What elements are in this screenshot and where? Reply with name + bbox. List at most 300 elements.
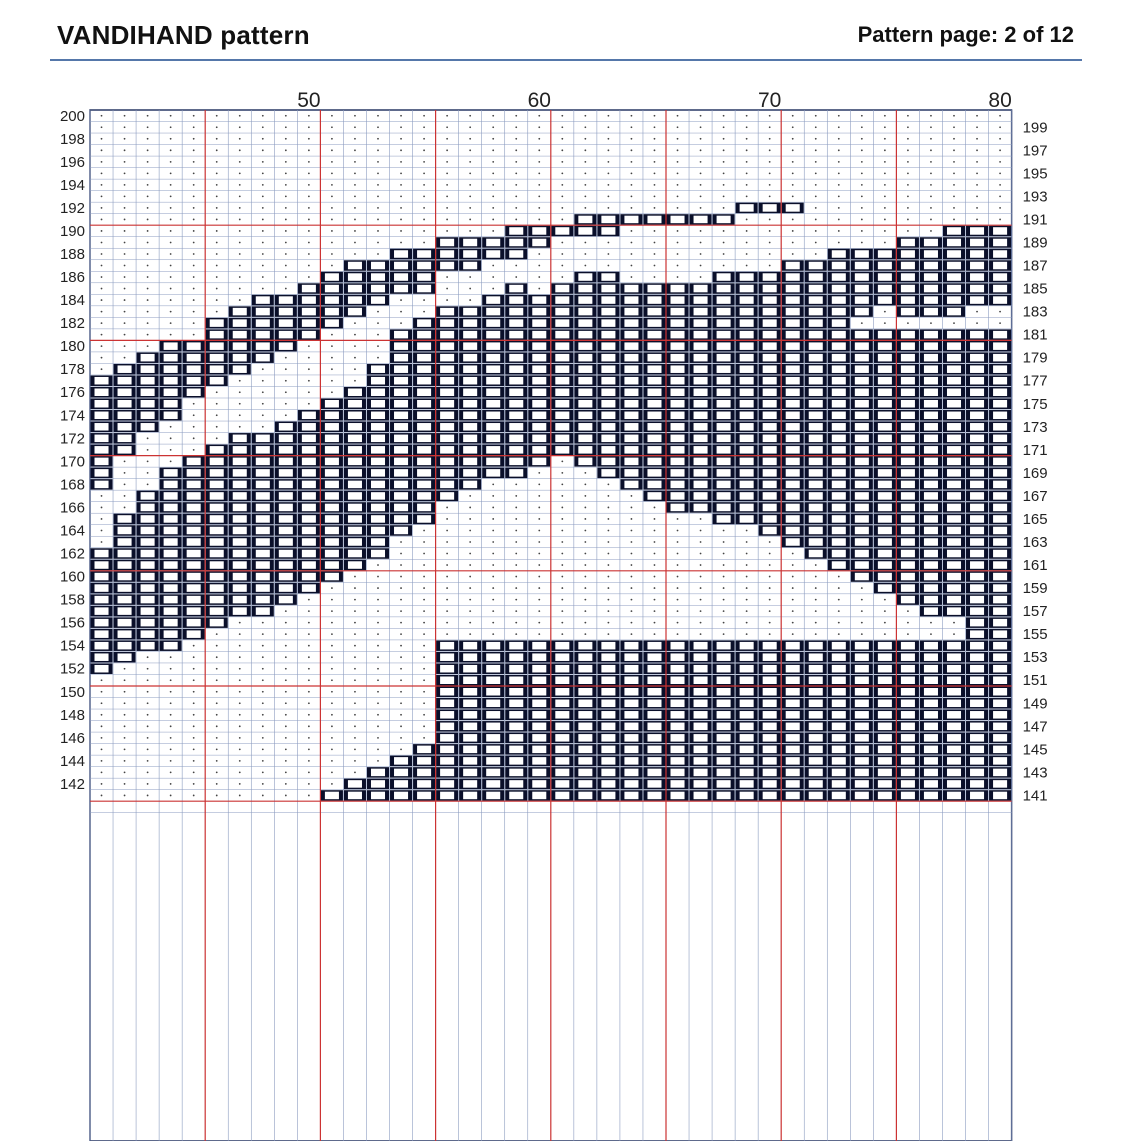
stitch-hole [210, 573, 224, 581]
stitch-hole [993, 388, 1007, 396]
stitch-hole [855, 273, 869, 281]
empty-stitch-dot [400, 299, 402, 301]
stitch-hole [878, 757, 892, 765]
stitch-hole [671, 216, 685, 224]
stitch-hole [509, 446, 523, 454]
empty-stitch-dot [930, 149, 932, 151]
stitch-hole [970, 458, 984, 466]
empty-stitch-dot [838, 115, 840, 117]
empty-stitch-dot [907, 161, 909, 163]
stitch-hole [532, 746, 546, 754]
stitch-hole [647, 653, 661, 661]
stitch-hole [509, 469, 523, 477]
empty-stitch-dot [861, 196, 863, 198]
stitch-hole [901, 769, 915, 777]
empty-stitch-dot [930, 633, 932, 635]
stitch-hole [832, 550, 846, 558]
empty-stitch-dot [631, 530, 633, 532]
stitch-hole [717, 400, 731, 408]
stitch-hole [141, 515, 155, 523]
stitch-hole [763, 400, 777, 408]
empty-stitch-dot [285, 610, 287, 612]
empty-stitch-dot [792, 126, 794, 128]
empty-stitch-dot [492, 172, 494, 174]
empty-stitch-dot [446, 299, 448, 301]
stitch-hole [624, 780, 638, 788]
stitch-hole [809, 423, 823, 431]
stitch-hole [740, 296, 754, 304]
empty-stitch-dot [239, 276, 241, 278]
empty-stitch-dot [515, 149, 517, 151]
stitch-hole [855, 665, 869, 673]
stitch-hole [832, 365, 846, 373]
stitch-hole [371, 538, 385, 546]
row-label-left: 192 [59, 199, 85, 217]
stitch-hole [878, 388, 892, 396]
stitch-hole [740, 653, 754, 661]
stitch-hole [233, 469, 247, 477]
empty-stitch-dot [677, 149, 679, 151]
empty-stitch-dot [584, 161, 586, 163]
row-label-left: 188 [59, 246, 85, 263]
stitch-hole [878, 769, 892, 777]
empty-stitch-dot [216, 679, 218, 681]
stitch-hole [694, 792, 708, 800]
empty-stitch-dot [101, 345, 103, 347]
empty-stitch-dot [492, 530, 494, 532]
empty-stitch-dot [147, 702, 149, 704]
empty-stitch-dot [239, 219, 241, 221]
stitch-hole [578, 792, 592, 800]
stitch-hole [95, 642, 109, 650]
stitch-hole [118, 561, 132, 569]
stitch-hole [970, 746, 984, 754]
empty-stitch-dot [446, 172, 448, 174]
empty-stitch-dot [331, 196, 333, 198]
stitch-hole [624, 665, 638, 673]
stitch-hole [993, 400, 1007, 408]
empty-stitch-dot [976, 196, 978, 198]
stitch-hole [740, 308, 754, 316]
empty-stitch-dot [354, 702, 356, 704]
empty-stitch-dot [561, 149, 563, 151]
empty-stitch-dot [285, 633, 287, 635]
stitch-hole [717, 342, 731, 350]
empty-stitch-dot [561, 576, 563, 578]
empty-stitch-dot [124, 149, 126, 151]
stitch-hole [187, 596, 201, 604]
stitch-hole [302, 319, 316, 327]
stitch-hole [279, 596, 293, 604]
empty-stitch-dot [124, 219, 126, 221]
empty-stitch-dot [584, 184, 586, 186]
empty-stitch-dot [331, 610, 333, 612]
empty-stitch-dot [239, 184, 241, 186]
empty-stitch-dot [608, 633, 610, 635]
stitch-hole [601, 331, 615, 339]
empty-stitch-dot [538, 265, 540, 267]
empty-stitch-dot [492, 126, 494, 128]
empty-stitch-dot [608, 530, 610, 532]
empty-stitch-dot [193, 403, 195, 405]
stitch-hole [878, 412, 892, 420]
empty-stitch-dot [216, 645, 218, 647]
stitch-hole [601, 780, 615, 788]
stitch-hole [601, 653, 615, 661]
stitch-hole [532, 711, 546, 719]
stitch-hole [855, 642, 869, 650]
empty-stitch-dot [700, 553, 702, 555]
row-label-left: 184 [59, 292, 85, 310]
stitch-hole [348, 308, 362, 316]
stitch-hole [970, 285, 984, 293]
empty-stitch-dot [101, 518, 103, 520]
stitch-hole [786, 642, 800, 650]
stitch-hole [924, 423, 938, 431]
empty-stitch-dot [446, 196, 448, 198]
empty-stitch-dot [492, 587, 494, 589]
empty-stitch-dot [723, 587, 725, 589]
empty-stitch-dot [354, 691, 356, 693]
stitch-hole [532, 780, 546, 788]
empty-stitch-dot [124, 265, 126, 267]
empty-stitch-dot [654, 587, 656, 589]
row-label-left: 170 [59, 453, 85, 471]
empty-stitch-dot [631, 265, 633, 267]
empty-stitch-dot [216, 772, 218, 774]
stitch-hole [809, 458, 823, 466]
stitch-hole [371, 400, 385, 408]
stitch-hole [740, 723, 754, 731]
stitch-hole [901, 653, 915, 661]
stitch-hole [901, 400, 915, 408]
empty-stitch-dot [584, 253, 586, 255]
stitch-hole [210, 619, 224, 627]
stitch-hole [394, 469, 408, 477]
stitch-hole [624, 331, 638, 339]
stitch-hole [947, 688, 961, 696]
empty-stitch-dot [538, 576, 540, 578]
empty-stitch-dot [677, 230, 679, 232]
empty-stitch-dot [101, 242, 103, 244]
empty-stitch-dot [101, 737, 103, 739]
empty-stitch-dot [262, 737, 264, 739]
empty-stitch-dot [377, 679, 379, 681]
stitch-hole [647, 769, 661, 777]
stitch-hole [901, 458, 915, 466]
stitch-hole [394, 377, 408, 385]
stitch-hole [717, 515, 731, 523]
empty-stitch-dot [677, 553, 679, 555]
empty-stitch-dot [400, 622, 402, 624]
stitch-hole [924, 584, 938, 592]
stitch-hole [302, 573, 316, 581]
empty-stitch-dot [101, 207, 103, 209]
stitch-hole [532, 676, 546, 684]
stitch-hole [348, 550, 362, 558]
stitch-hole [901, 688, 915, 696]
empty-stitch-dot [976, 207, 978, 209]
empty-stitch-dot [354, 668, 356, 670]
empty-stitch-dot [239, 380, 241, 382]
stitch-hole [118, 653, 132, 661]
stitch-hole [970, 342, 984, 350]
stitch-hole [993, 527, 1007, 535]
empty-stitch-dot [377, 184, 379, 186]
empty-stitch-dot [377, 126, 379, 128]
stitch-hole [970, 412, 984, 420]
empty-stitch-dot [561, 530, 563, 532]
stitch-hole [371, 458, 385, 466]
empty-stitch-dot [216, 126, 218, 128]
stitch-hole [740, 734, 754, 742]
empty-stitch-dot [423, 149, 425, 151]
stitch-hole [947, 250, 961, 258]
stitch-hole [878, 642, 892, 650]
empty-stitch-dot [170, 460, 172, 462]
stitch-hole [440, 769, 454, 777]
empty-stitch-dot [216, 115, 218, 117]
empty-stitch-dot [331, 334, 333, 336]
stitch-hole [694, 780, 708, 788]
empty-stitch-dot [884, 610, 886, 612]
empty-stitch-dot [769, 219, 771, 221]
stitch-hole [786, 481, 800, 489]
stitch-hole [325, 527, 339, 535]
stitch-hole [740, 642, 754, 650]
stitch-hole [302, 481, 316, 489]
empty-stitch-dot [308, 391, 310, 393]
stitch-hole [233, 446, 247, 454]
row-label-left: 150 [59, 683, 85, 701]
stitch-hole [509, 734, 523, 742]
stitch-hole [901, 296, 915, 304]
empty-stitch-dot [792, 587, 794, 589]
empty-stitch-dot [377, 760, 379, 762]
stitch-hole [578, 711, 592, 719]
stitch-hole [878, 538, 892, 546]
stitch-hole [647, 412, 661, 420]
stitch-hole [279, 319, 293, 327]
stitch-hole [141, 365, 155, 373]
stitch-hole [187, 342, 201, 350]
empty-stitch-dot [838, 242, 840, 244]
stitch-hole [440, 723, 454, 731]
stitch-hole [509, 792, 523, 800]
empty-stitch-dot [124, 357, 126, 359]
stitch-hole [187, 365, 201, 373]
empty-stitch-dot [492, 265, 494, 267]
empty-stitch-dot [907, 219, 909, 221]
empty-stitch-dot [285, 219, 287, 221]
stitch-hole [809, 285, 823, 293]
stitch-hole [371, 504, 385, 512]
stitch-hole [740, 446, 754, 454]
row-label-right: 159 [1022, 580, 1048, 598]
stitch-hole [578, 780, 592, 788]
stitch-hole [532, 723, 546, 731]
empty-stitch-dot [907, 115, 909, 117]
empty-stitch-dot [354, 138, 356, 140]
stitch-hole [417, 412, 431, 420]
stitch-hole [210, 584, 224, 592]
stitch-hole [786, 458, 800, 466]
stitch-hole [924, 527, 938, 535]
stitch-hole [970, 227, 984, 235]
empty-stitch-dot [331, 265, 333, 267]
stitch-hole [993, 342, 1007, 350]
empty-stitch-dot [262, 783, 264, 785]
stitch-hole [878, 262, 892, 270]
stitch-hole [786, 273, 800, 281]
empty-stitch-dot [700, 138, 702, 140]
stitch-hole [624, 319, 638, 327]
empty-stitch-dot [377, 115, 379, 117]
row-label-left: 152 [59, 660, 85, 678]
stitch-hole [809, 538, 823, 546]
empty-stitch-dot [216, 714, 218, 716]
empty-stitch-dot [861, 230, 863, 232]
empty-stitch-dot [700, 599, 702, 601]
empty-stitch-dot [239, 668, 241, 670]
empty-stitch-dot [861, 633, 863, 635]
empty-stitch-dot [953, 138, 955, 140]
empty-stitch-dot [216, 633, 218, 635]
stitch-hole [671, 446, 685, 454]
stitch-hole [463, 665, 477, 673]
stitch-hole [786, 515, 800, 523]
empty-stitch-dot [262, 138, 264, 140]
empty-stitch-dot [700, 149, 702, 151]
empty-stitch-dot [285, 368, 287, 370]
empty-stitch-dot [101, 161, 103, 163]
stitch-hole [694, 458, 708, 466]
stitch-hole [486, 250, 500, 258]
empty-stitch-dot [147, 207, 149, 209]
stitch-hole [279, 504, 293, 512]
empty-stitch-dot [147, 760, 149, 762]
stitch-hole [832, 469, 846, 477]
empty-stitch-dot [124, 322, 126, 324]
stitch-hole [555, 676, 569, 684]
stitch-hole [763, 342, 777, 350]
stitch-hole [970, 700, 984, 708]
stitch-hole [671, 642, 685, 650]
stitch-hole [809, 515, 823, 523]
empty-stitch-dot [262, 161, 264, 163]
empty-stitch-dot [561, 564, 563, 566]
stitch-hole [118, 538, 132, 546]
stitch-hole [947, 780, 961, 788]
empty-stitch-dot [469, 196, 471, 198]
stitch-hole [509, 377, 523, 385]
empty-stitch-dot [608, 622, 610, 624]
row-label-left: 198 [59, 130, 85, 148]
stitch-hole [601, 435, 615, 443]
stitch-hole [786, 377, 800, 385]
stitch-hole [901, 469, 915, 477]
stitch-hole [717, 792, 731, 800]
stitch-hole [233, 515, 247, 523]
stitch-hole [187, 458, 201, 466]
stitch-hole [970, 780, 984, 788]
empty-stitch-dot [746, 530, 748, 532]
stitch-hole [832, 642, 846, 650]
stitch-hole [348, 469, 362, 477]
stitch-hole [947, 653, 961, 661]
stitch-hole [555, 423, 569, 431]
stitch-hole [717, 377, 731, 385]
empty-stitch-dot [999, 219, 1001, 221]
stitch-hole [95, 458, 109, 466]
empty-stitch-dot [769, 265, 771, 267]
stitch-hole [394, 769, 408, 777]
row-label-left: 190 [59, 222, 85, 240]
stitch-hole [371, 377, 385, 385]
stitch-hole [302, 412, 316, 420]
empty-stitch-dot [400, 242, 402, 244]
stitch-hole [878, 515, 892, 523]
stitch-hole [763, 723, 777, 731]
empty-stitch-dot [654, 576, 656, 578]
stitch-hole [740, 319, 754, 327]
stitch-hole [717, 354, 731, 362]
empty-stitch-dot [400, 161, 402, 163]
empty-stitch-dot [101, 772, 103, 774]
stitch-hole [993, 538, 1007, 546]
stitch-hole [901, 757, 915, 765]
stitch-hole [256, 596, 270, 604]
empty-stitch-dot [492, 149, 494, 151]
stitch-hole [970, 723, 984, 731]
empty-stitch-dot [815, 576, 817, 578]
stitch-hole [348, 492, 362, 500]
empty-stitch-dot [815, 564, 817, 566]
empty-stitch-dot [953, 207, 955, 209]
stitch-hole [740, 515, 754, 523]
empty-stitch-dot [677, 622, 679, 624]
empty-stitch-dot [170, 679, 172, 681]
empty-stitch-dot [124, 184, 126, 186]
stitch-hole [440, 423, 454, 431]
stitch-hole [740, 354, 754, 362]
stitch-hole [717, 331, 731, 339]
stitch-hole [555, 769, 569, 777]
row-label-right: 149 [1022, 695, 1048, 713]
empty-stitch-dot [631, 576, 633, 578]
empty-stitch-dot [101, 126, 103, 128]
stitch-hole [717, 319, 731, 327]
stitch-hole [118, 377, 132, 385]
empty-stitch-dot [124, 207, 126, 209]
stitch-hole [671, 377, 685, 385]
empty-stitch-dot [700, 610, 702, 612]
stitch-hole [141, 596, 155, 604]
empty-stitch-dot [147, 679, 149, 681]
empty-stitch-dot [884, 242, 886, 244]
empty-stitch-dot [170, 668, 172, 670]
stitch-hole [555, 377, 569, 385]
stitch-hole [647, 746, 661, 754]
stitch-hole [233, 308, 247, 316]
stitch-hole [463, 458, 477, 466]
empty-stitch-dot [285, 714, 287, 716]
empty-stitch-dot [147, 265, 149, 267]
empty-stitch-dot [216, 748, 218, 750]
empty-stitch-dot [262, 149, 264, 151]
stitch-hole [233, 561, 247, 569]
stitch-hole [970, 561, 984, 569]
